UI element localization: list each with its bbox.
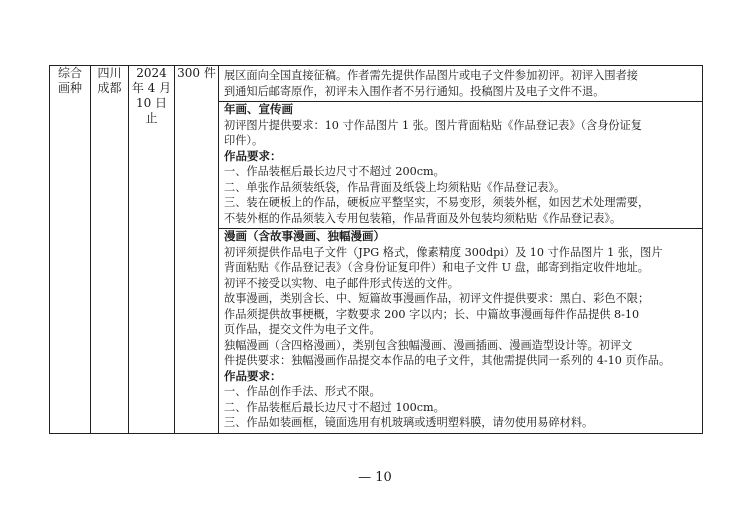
intro-cell [219, 66, 703, 102]
nianhua-req-line: 二、单张作品须装纸袋，作品背面及纸袋上均须粘贴《作品登记表》。 [224, 180, 566, 194]
nianhua-req-line: 三、装在硬板上的作品，硬板应平整坚实，不易变形，须装外框，如因艺术处理需要， [224, 196, 650, 209]
manhua-line: 独幅漫画（含四格漫画），类别包含独幅漫画、漫画插画、漫画造型设计等。初评文 [224, 338, 633, 352]
nianhua-cell [219, 102, 703, 229]
manhua-line: 故事漫画，类别含长、中、短篇故事漫画作品，初评文件提供要求：黑白、彩色不限； [224, 292, 650, 305]
nianhua-req-line: 一、作品装框后最长边尺寸不超过 200cm。 [224, 165, 445, 178]
manhua-req-line: 三、作品如装画框，镜面选用有机玻璃或透明塑料膜，请勿使用易碎材料。 [224, 416, 594, 429]
intro-line: 展区面向全国直接征稿。作者需先提供作品图片或电子文件参加初评。初评入围者接 [224, 69, 638, 82]
manhua-req-line: 一、作品创作手法、形式不限。 [224, 385, 381, 398]
date-line: 2024 [136, 66, 167, 80]
exhibition-table [49, 65, 703, 434]
category-cell [50, 66, 91, 434]
place-cell [91, 66, 129, 434]
nianhua-req-heading: 作品要求： [224, 148, 282, 163]
manhua-line: 初评不接受以实物、电子邮件形式传送的文件。 [224, 276, 459, 290]
date-line: 止 [145, 111, 158, 125]
manhua-line: 页作品，提交文件为电子文件。 [224, 323, 381, 336]
manhua-heading: 漫画（含故事漫画、独幅漫画） [224, 229, 385, 243]
nianhua-line: 初评图片提供要求：10 寸作品图片 1 张。图片背面粘贴《作品登记表》（含身份证复 [224, 118, 642, 132]
manhua-req-heading: 作品要求： [224, 368, 282, 383]
page-number: — 10 [358, 470, 392, 485]
nianhua-line: 印件）。 [224, 134, 264, 147]
quantity-value: 300 件 [177, 66, 216, 80]
date-cell [129, 66, 175, 434]
table-row [50, 66, 703, 102]
manhua-line: 初评须提供作品电子文件（JPG 格式，像素精度 300dpi）及 10 寸作品图片 1 张，图片 [224, 245, 663, 259]
nianhua-req-line: 不装外框的作品须装入专用包装箱，作品背面及外包装均须粘贴《作品登记表》。 [224, 211, 622, 225]
manhua-cell [219, 229, 703, 434]
manhua-line: 作品须提供故事梗概，字数要求 200 字以内；长、中篇故事漫画每件作品提供 8-10 [224, 307, 640, 321]
nianhua-heading: 年画、宣传画 [224, 102, 293, 116]
manhua-line: 背面粘贴《作品登记表》（含身份证复印件）和电子文件 U 盘，邮寄到指定收件地址。 [224, 261, 649, 274]
quantity-cell [175, 66, 219, 434]
place-line: 四川 [97, 66, 122, 80]
intro-line: 到通知后邮寄原作，初评未入围作者不另行通知。投稿图片及电子文件不退。 [224, 84, 605, 98]
date-line: 年 4 月 [131, 81, 172, 95]
manhua-req-line: 二、作品装框后最长边尺寸不超过 100cm。 [224, 400, 445, 414]
manhua-line: 件提供要求：独幅漫画作品提交本作品的电子文件，其他需提供同一系列的 4-10 页作品。 [224, 354, 671, 367]
category-line: 画种 [57, 81, 82, 95]
place-line: 成都 [97, 81, 122, 95]
category-line: 综合 [57, 66, 82, 80]
date-line: 10 日 [135, 96, 168, 110]
